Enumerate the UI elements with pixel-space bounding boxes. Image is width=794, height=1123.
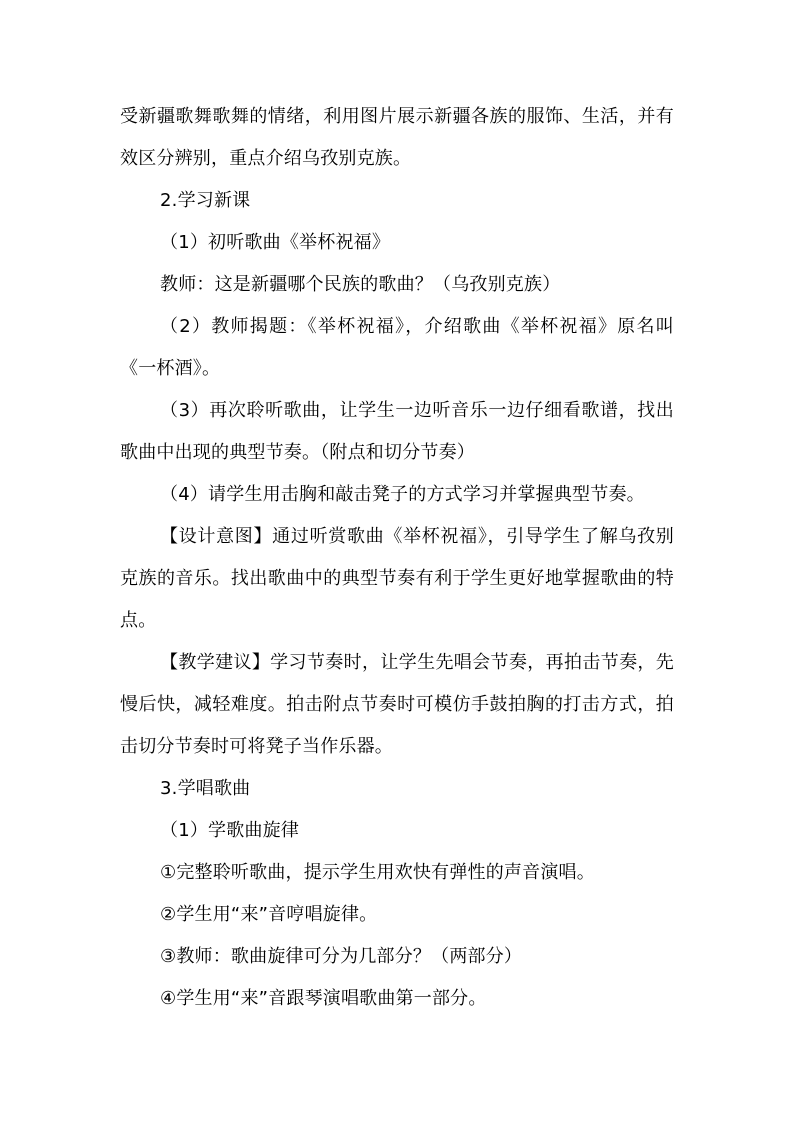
paragraph-step-2: （2）教师揭题：《举杯祝福》，介绍歌曲《举杯祝福》原名叫《一杯酒》。	[120, 316, 674, 379]
paragraph-step-3: （3）再次聆听歌曲，让学生一边听音乐一边仔细看歌谱，找出歌曲中出现的典型节奏。（附点和切分节奏）	[120, 400, 674, 463]
list-item-1: ①完整聆听歌曲，提示学生用欢快有弹性的声音演唱。	[160, 862, 595, 883]
document-body	[120, 96, 674, 1020]
paragraph-teaching-suggestion: 【教学建议】学习节奏时，让学生先唱会节奏，再拍击节奏，先慢后快，减轻难度。拍击附点节奏时可模仿手鼓拍胸的打击方式，拍击切分节奏时可将凳子当作乐器。	[120, 652, 674, 757]
list-item-3: ③教师：歌曲旋律可分为几部分？（两部分）	[160, 946, 523, 967]
list-item-2: ②学生用“来”音哼唱旋律。	[160, 904, 378, 925]
paragraph-design-intent: 【设计意图】通过听赏歌曲《举杯祝福》，引导学生了解乌孜别克族的音乐。找出歌曲中的典型节奏有利于学生更好地掌握歌曲的特点。	[120, 526, 674, 631]
paragraph-intro-continued: 受新疆歌舞歌舞的情绪，利用图片展示新疆各族的服饰、生活，并有效区分辨别，重点介绍乌孜别克族。	[120, 106, 674, 169]
paragraph-melody: （1）学歌曲旋律	[160, 820, 300, 841]
list-item-4: ④学生用“来”音跟琴演唱歌曲第一部分。	[160, 988, 487, 1009]
paragraph-step-1: （1）初听歌曲《举杯祝福》	[160, 232, 391, 253]
paragraph-teacher-question: 教师：这是新疆哪个民族的歌曲？（乌孜别克族）	[160, 274, 561, 295]
heading-learn-new-lesson: 2.学习新课	[160, 190, 251, 211]
heading-learn-song: 3.学唱歌曲	[160, 778, 251, 799]
paragraph-step-4: （4）请学生用击胸和敲击凳子的方式学习并掌握典型节奏。	[160, 484, 645, 505]
